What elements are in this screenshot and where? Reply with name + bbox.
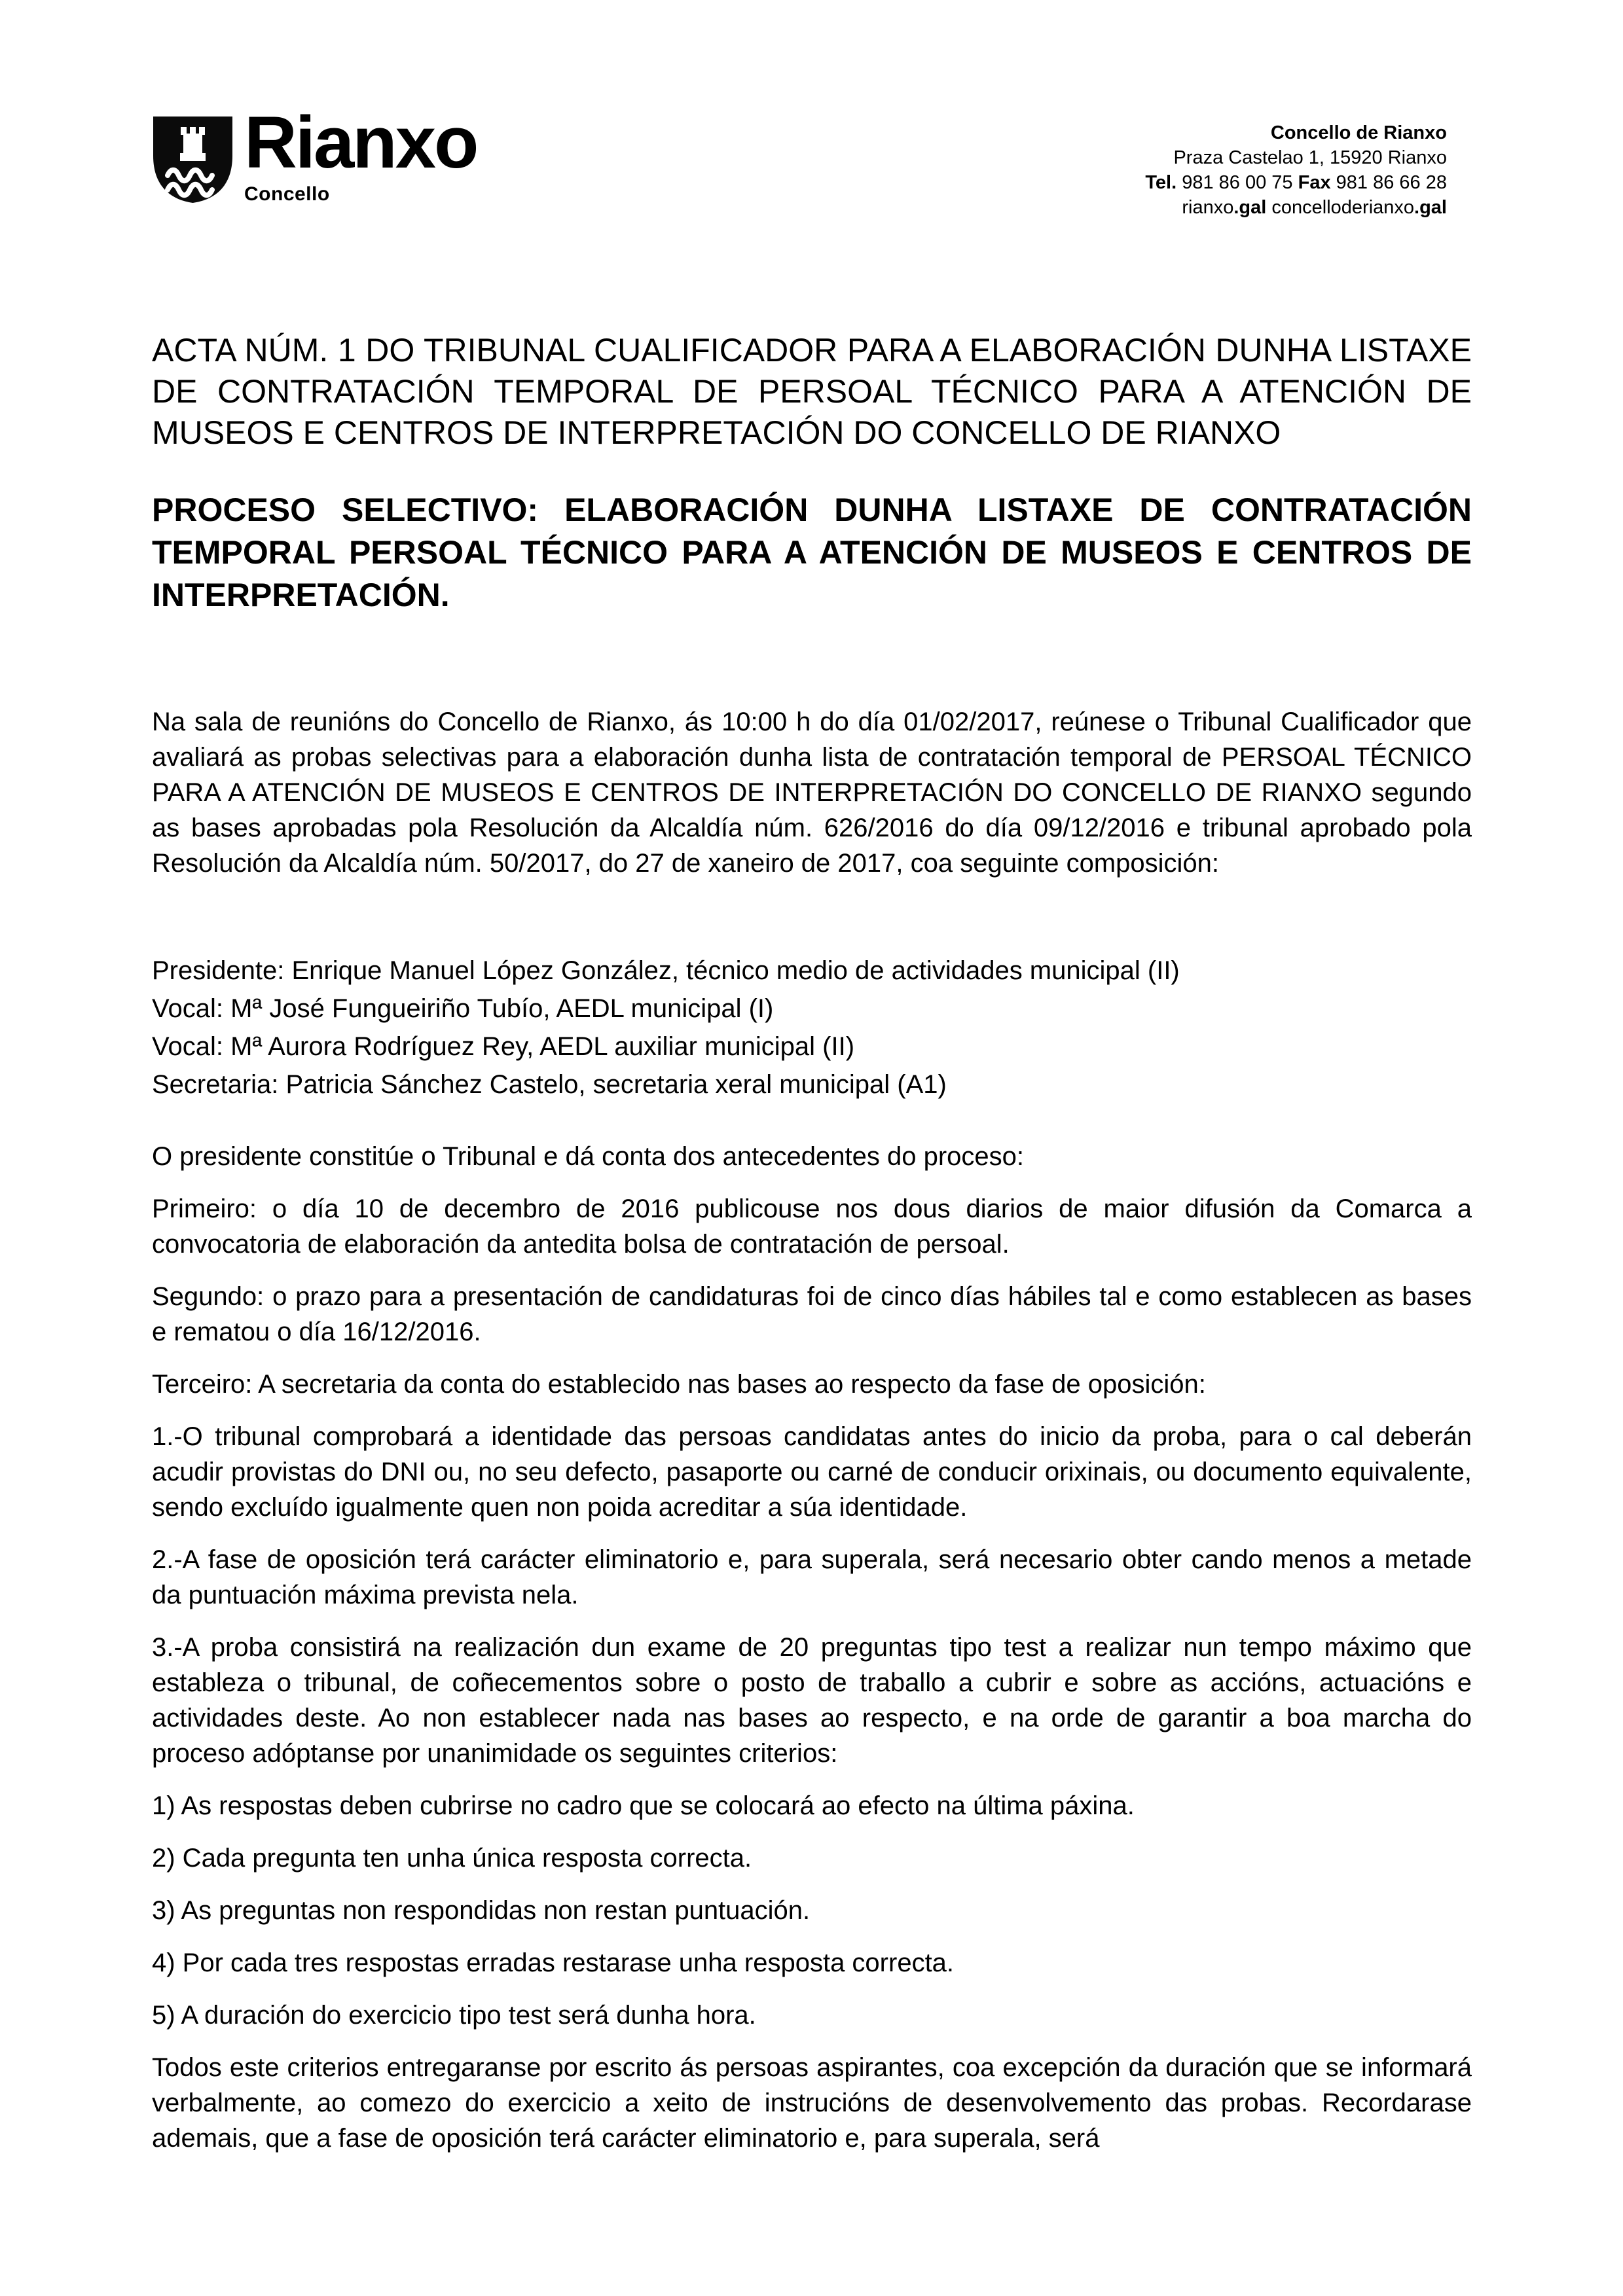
criterio-item-2: 2) Cada pregunta ten unha única resposta correcta. [152,1844,752,1873]
contact-web-line [1145,195,1447,220]
member-secretaria: Secretaria: Patricia Sánchez Castelo, secretaria xeral municipal (A1) [152,1070,947,1099]
contact-phone-line [1145,170,1447,195]
base-item-1: 1.-O tribunal comprobará a identidade das persoas candidatas antes do inicio da proba, para o cal deberán acudir provistas do DNI ou, no seu defecto, pasaporte ou carné de conducir orixinais, ou documento equivalente, sendo excluído igualmente quen non poida acreditar a súa identidade. [152,1422,1472,1522]
web2-name: concelloderianxo [1271,197,1415,218]
antecedente-terceiro: Terceiro: A secretaria da conta do establecido nas bases ao respecto da fase de oposición: [152,1370,1206,1399]
criterio-item-3: 3) As preguntas non respondidas non restan puntuación. [152,1896,811,1925]
constitution-paragraph: O presidente constitúe o Tribunal e dá conta dos antecedentes do proceso: [152,1142,1024,1171]
acta-title: ACTA NÚM. 1 DO TRIBUNAL CUALIFICADOR PARA A ELABORACIÓN DUNHA LISTAXE DE CONTRATACIÓN TEMPORAL DE PERSOAL TÉCNICO PARA A ATENCIÓN DE MUSEOS E CENTROS DE INTERPRETACIÓN DO CONCELLO DE RIANXO [152,332,1472,451]
member-presidente: Presidente: Enrique Manuel López González, técnico medio de actividades municipal (II) [152,956,1180,985]
logo-subtitle: Concello [244,183,330,205]
criterio-item-1: 1) As respostas deben cubrirse no cadro que se colocará ao efecto na última páxina. [152,1791,1135,1820]
tel-label: Tel. [1145,172,1177,193]
rianxo-shield-icon [152,115,234,204]
criterio-item-4: 4) Por cada tres respostas erradas restarase unha resposta correcta. [152,1948,955,1977]
web1-tld: .gal [1233,197,1267,218]
web2-tld: .gal [1414,197,1447,218]
tel-number: 981 86 00 75 [1182,172,1293,193]
member-vocal-2: Vocal: Mª Aurora Rodríguez Rey, AEDL auxiliar municipal (II) [152,1032,855,1061]
antecedente-segundo: Segundo: o prazo para a presentación de candidaturas foi de cinco días hábiles tal e como establecen as bases e rematou o día 16/12/2016. [152,1282,1472,1346]
closing-paragraph: Todos este criterios entregaranse por escrito ás persoas aspirantes, coa excepción da duración que se informará verbalmente, ao comezo do exercicio a xeito de instrucións de desenvolvemento das probas. Recordarase ademais, que a fase de oposición terá carácter eliminatorio e, para superala, será [152,2053,1472,2153]
tribunal-members-list [152,952,1472,1103]
contact-address: Praza Castelao 1, 15920 Rianxo [1173,147,1447,168]
base-item-3: 3.-A proba consistirá na realización dun exame de 20 preguntas tipo test a realizar nun tempo máximo que estableza o tribunal, de coñecementos sobre o posto de traballo a cubrir e sobre as accións, actuacións e actividades deste. Ao non establecer nada nas bases ao respecto, e na orde de garantir a boa marcha do proceso adóptanse por unanimidade os seguintes criterios: [152,1633,1472,1768]
intro-paragraph: Na sala de reunións do Concello de Rianxo, ás 10:00 h do día 01/02/2017, reúnese o Tribunal Cualificador que avaliará as probas selectivas para a elaboración dunha lista de contratación temporal de PERSOAL TÉCNICO PARA A ATENCIÓN DE MUSEOS E CENTROS DE INTERPRETACIÓN DO CONCELLO DE RIANXO segundo as bases aprobadas pola Resolución da Alcaldía núm. 626/2016 do día 09/12/2016 e tribunal aprobado pola Resolución da Alcaldía núm. 50/2017, do 27 de xaneiro de 2017, coa seguinte composición: [152,708,1472,878]
contact-org: Concello de Rianxo [1270,122,1447,143]
fax-number: 981 86 66 28 [1336,172,1447,193]
proceso-selectivo-title: PROCESO SELECTIVO: ELABORACIÓN DUNHA LISTAXE DE CONTRATACIÓN TEMPORAL PERSOAL TÉCNICO PARA A ATENCIÓN DE MUSEOS E CENTROS DE INTERPRETACIÓN. [152,492,1472,613]
criterio-item-5: 5) A duración do exercicio tipo test será dunha hora. [152,2001,756,2030]
page-header [152,0,1472,220]
web1-name: rianxo [1182,197,1234,218]
fax-label: Fax [1298,172,1331,193]
base-item-2: 2.-A fase de oposición terá carácter eliminatorio e, para superala, será necesario obter cando menos a metade da puntuación máxima prevista nela. [152,1545,1472,1609]
antecedente-primeiro: Primeiro: o día 10 de decembro de 2016 publicouse nos dous diarios de maior difusión da Comarca a convocatoria de elaboración da antedita bolsa de contratación de persoal. [152,1194,1472,1259]
member-vocal-1: Vocal: Mª José Fungueiriño Tubío, AEDL municipal (I) [152,994,774,1023]
castle-tower-icon [180,127,206,161]
logo-wordmark: Rianxo [244,101,477,183]
contact-block [1145,115,1447,220]
rianxo-logo [152,101,477,206]
logo-text-block [244,101,477,206]
